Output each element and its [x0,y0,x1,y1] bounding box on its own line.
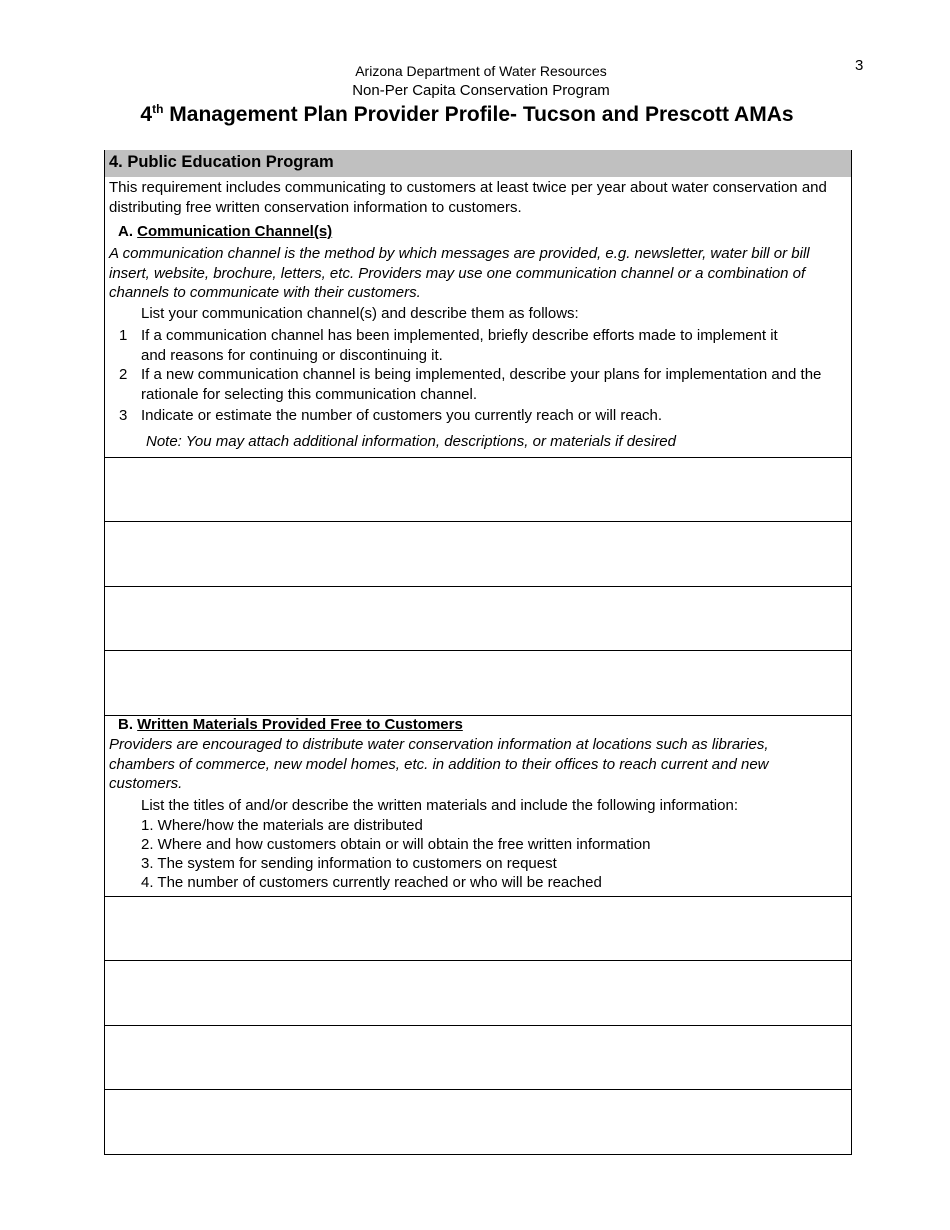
written-materials-input-1[interactable] [105,898,851,960]
public-education-form [104,150,852,1155]
divider [105,457,851,458]
communication-channel-input-4[interactable] [105,652,851,715]
part-a-note: Note: You may attach additional information, descriptions, or materials if desired [146,433,676,450]
divider [105,586,851,587]
part-a-instruction: List your communication channel(s) and describe them as follows: [141,305,579,322]
communication-channel-input-1[interactable] [105,459,851,521]
part-b-instruction: List the titles of and/or describe the written materials and include the following information: [141,797,738,814]
program-name: Non-Per Capita Conservation Program [352,82,610,99]
divider [105,521,851,522]
part-a-heading: A. Communication Channel(s) [118,223,333,240]
section-title: 4. Public Education Program [105,150,851,177]
part-a-item-3-number: 3 [119,407,128,424]
part-a-item-2-number: 2 [119,366,128,383]
part-b-heading: B. Written Materials Provided Free to Customers [118,716,463,733]
communication-channel-input-3[interactable] [105,588,851,650]
written-materials-input-2[interactable] [105,962,851,1025]
part-a-item-2-text: If a new communication channel is being implemented, describe your plans for implementation and the rationale for selecting this communication channel. [141,366,822,403]
divider [105,650,851,651]
page-title: 4th Management Plan Provider Profile- Tucson and Prescott AMAs [140,102,794,126]
part-b-description: Providers are encouraged to distribute water conservation information at locations such as libraries, chambers of commerce, new model homes, etc. in addition to their offices to reach current and new customers. [109,736,769,792]
section-intro: This requirement includes communicating to customers at least twice per year about water conservation and distributing free written conservation information to customers. [109,179,827,216]
divider [105,1025,851,1026]
part-b-item-2: 2. Where and how customers obtain or will obtain the free written information [141,836,651,853]
agency-name: Arizona Department of Water Resources [355,63,607,79]
divider [105,1089,851,1090]
page-number: 3 [855,57,864,74]
communication-channel-input-2[interactable] [105,523,851,586]
part-a-item-1-number: 1 [119,327,128,344]
part-b-item-3: 3. The system for sending information to customers on request [141,855,557,872]
part-a-description: A communication channel is the method by which messages are provided, e.g. newsletter, water bill or bill insert, website, brochure, letters, etc. Providers may use one communication channel or a combination of channels to communicate with their customers. [109,245,810,301]
divider [105,896,851,897]
part-a-item-3-text: Indicate or estimate the number of customers you currently reach or will reach. [141,407,663,424]
part-a-item-1-text: If a communication channel has been implemented, briefly describe efforts made to implement it and reasons for continuing or discontinuing it. [141,327,778,364]
written-materials-input-4[interactable] [105,1091,851,1154]
divider [105,960,851,961]
part-b-item-4: 4. The number of customers currently reached or who will be reached [141,874,602,891]
written-materials-input-3[interactable] [105,1027,851,1089]
part-b-item-1: 1. Where/how the materials are distributed [141,817,423,834]
